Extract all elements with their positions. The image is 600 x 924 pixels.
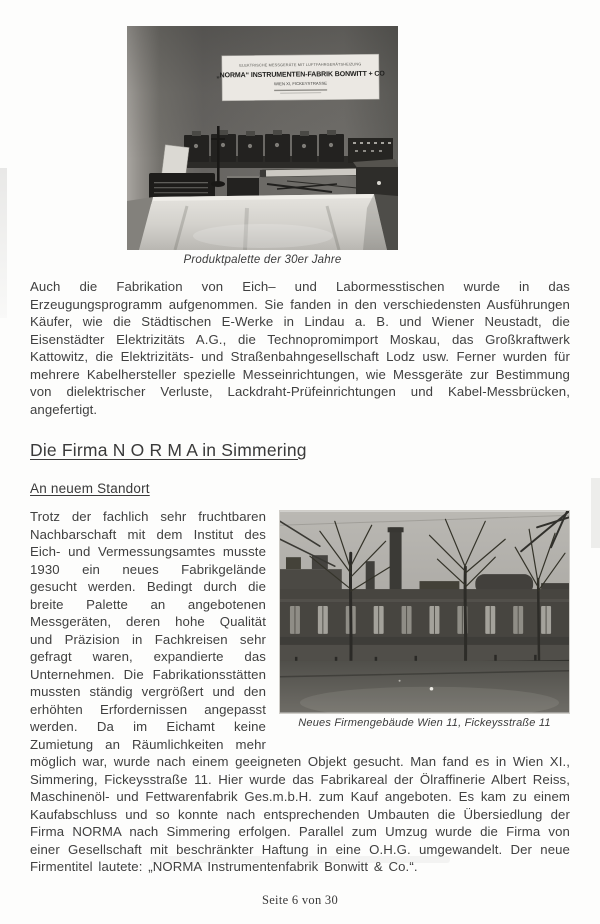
product-photo <box>127 26 398 250</box>
product-photo-figure <box>127 26 398 266</box>
section-heading: Die Firma N O R M A in Simmering <box>30 440 307 460</box>
paragraph-fabrication: Auch die Fabrikation von Eich– und Labormesstischen wurde in das Erzeugungsprogramm aufgenommen. Sie fanden in den verschiedensten Ausführungen Käufer, wie die Städtischen E-Werke in Lindau a. B. und Wiener Neustadt, die Eisenstädter Elektrizitäts A.G., die Technopromimport Moskau, das Großkraftwerk Kattowitz, die Elektrizitäts- und Straßenbahngesellschaft Lodz usw. Ferner wurden für mehrere Kabelhersteller spezielle Messeinrichtungen, wie Messgeräte zur Bestimmung von dielektrischer Verluste, Lackdraht-Prüfeinrichtungen und Kabel-Messbrücken, angefertigt. <box>30 279 570 417</box>
bleedthrough-ghost <box>150 856 450 863</box>
norma-sign <box>216 54 386 101</box>
scan-smudge-right <box>591 478 600 548</box>
building-photo-figure <box>279 510 570 729</box>
sign-line-2: „NORMA“ INSTRUMENTEN-FABRIK BONWITT + CO <box>216 70 385 80</box>
paragraph-standort: Trotz der fachlich sehr fruchtbaren Nachbarschaft mit dem Institut des Eich- und Vermessungsamtes musste 1930 ein neues Fabrikgelände gesucht werden. Bedingt durch die breite Palette an angebotenen Messgeräten, deren hohe Qualität und Präzision in Fachkreisen sehr gefragt waren, expandierte das Unternehmen. Die Fabrikationsstätten mussten ständig vergrößert und den erhöhten Erfordernissen angepasst werden. Da im Eichamt keine Zumietung an Räumlichkeiten mehr möglich war, wurde nach einem geeigneten Objekt gesucht. Man fand es in Wien XI., Simmering, Fickeysstraße 11. Hier wurde das Fabrikareal der Ölraffinerie Albert Reiss, Maschinenöl- und Fettwarenfabrik Ges.m.b.H. zum Kauf angeboten. Es kam zu einem Kaufabschluss und so konnte nach entsprechenden Umbauten die Übersiedlung der Firma NORMA nach Simmering erfolgen. Parallel zum Umzug wurde die Firma von einer Gesellschaft mit beschränkter Haftung in eine O.H.G. umgewandelt. Der neue Firmentitel lautete: „NORMA Instrumentenfabrik Bonwitt & Co.“. <box>30 509 570 874</box>
road-speck <box>430 687 434 691</box>
tablecloth <box>127 194 398 250</box>
sign-line-1: ELEKTRISCHE MESSGERÄTE MIT LUFTFAHRGERÄTSHEIZUNG <box>239 62 362 68</box>
sign-line-3: WIEN XI, FICKEYSTRASSE <box>274 80 328 87</box>
page-footer: Seite 6 von 30 <box>261 893 339 907</box>
road <box>280 661 569 713</box>
standort-section <box>30 508 570 876</box>
scan-smudge-left <box>0 168 7 318</box>
subsection-heading: An neuem Standort <box>30 481 150 496</box>
building-photo-frame <box>279 510 570 714</box>
tall-chimney <box>390 527 402 593</box>
building-photo <box>280 511 569 713</box>
caption-building-photo: Neues Firmengebäude Wien 11, Fickeysstraße 11 <box>298 717 551 729</box>
caption-product-photo: Produktpalette der 30er Jahre <box>183 254 342 266</box>
